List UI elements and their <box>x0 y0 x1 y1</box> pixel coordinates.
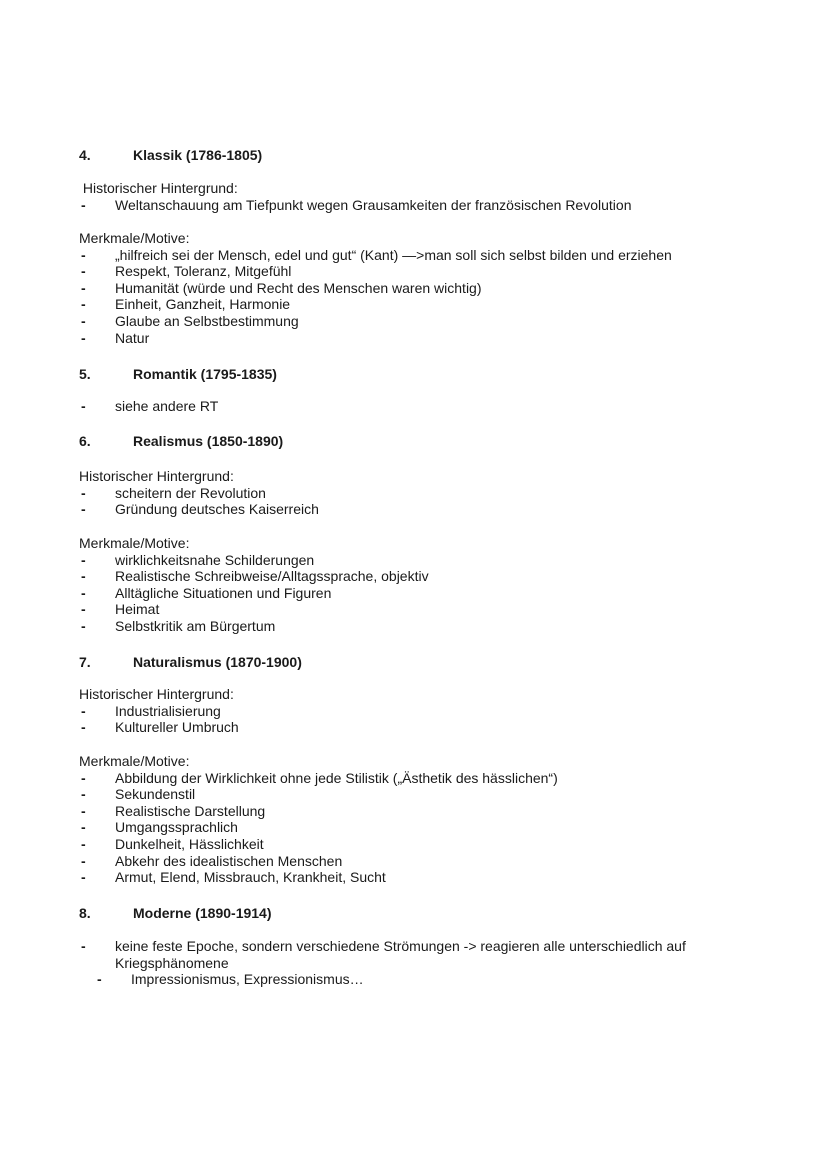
group-label: Merkmale/Motive: <box>79 230 190 246</box>
list-item <box>79 819 779 836</box>
list-item-text: Umgangssprachlich <box>115 819 238 836</box>
dash-bullet: - <box>81 501 86 518</box>
list-item-text: Gründung deutsches Kaiserreich <box>115 501 319 518</box>
list-item <box>79 330 779 347</box>
naturalismus-motives-group <box>79 753 779 886</box>
section-number: 6. <box>79 433 91 449</box>
list-item <box>79 501 779 518</box>
dash-bullet: - <box>81 852 86 869</box>
list-item <box>79 853 779 870</box>
list-item <box>79 552 779 569</box>
section-heading <box>79 904 779 922</box>
list-item-text: Humanität (würde und Recht des Menschen waren wichtig) <box>115 279 482 296</box>
section-number: 8. <box>79 905 91 921</box>
dash-bullet: - <box>81 769 86 786</box>
section-title: Moderne (1890-1914) <box>133 905 272 921</box>
naturalismus-background-group <box>79 686 779 736</box>
section-heading <box>79 653 779 671</box>
list-item-text: Kultureller Umbruch <box>115 719 239 736</box>
section-moderne <box>79 904 779 922</box>
dash-bullet: - <box>81 719 86 736</box>
dash-bullet: - <box>81 263 86 280</box>
list-item-text: Armut, Elend, Missbrauch, Krankheit, Sucht <box>115 869 386 886</box>
moderne-items <box>79 938 759 988</box>
group-label: Merkmale/Motive: <box>79 753 190 769</box>
list-item <box>79 398 779 415</box>
dash-bullet: - <box>81 568 86 585</box>
list-item <box>79 618 779 635</box>
list-item <box>79 313 779 330</box>
list-item <box>79 703 779 720</box>
realismus-background-group <box>79 468 779 518</box>
section-realismus <box>79 432 779 450</box>
group-label: Historischer Hintergrund: <box>79 686 234 702</box>
dash-bullet: - <box>81 584 86 601</box>
group-label: Historischer Hintergrund: <box>79 180 238 196</box>
list-item-text: Weltanschauung am Tiefpunkt wegen Grausamkeiten der französischen Revolution <box>115 196 632 213</box>
list-item <box>79 869 779 886</box>
section-klassik <box>79 146 779 164</box>
dash-bullet: - <box>81 786 86 803</box>
list-item-text: Dunkelheit, Hässlichkeit <box>115 835 264 852</box>
list-item-text: Abbildung der Wirklichkeit ohne jede Stilistik („Ästhetik des hässlichen“) <box>115 769 558 786</box>
list-item <box>79 786 779 803</box>
dash-bullet: - <box>81 819 86 836</box>
list-item-text: Heimat <box>115 601 160 618</box>
dash-bullet: - <box>81 617 86 634</box>
list-item-text: scheitern der Revolution <box>115 484 266 501</box>
dash-bullet: - <box>81 398 86 414</box>
list-item <box>79 197 779 214</box>
section-naturalismus <box>79 653 779 671</box>
list-item-text: Einheit, Ganzheit, Harmonie <box>115 296 291 313</box>
dash-bullet: - <box>81 702 86 719</box>
section-heading <box>79 365 779 383</box>
section-number: 5. <box>79 366 91 382</box>
section-title: Realismus (1850-1890) <box>133 433 284 449</box>
dash-bullet: - <box>81 484 86 501</box>
section-number: 7. <box>79 654 91 670</box>
klassik-background-group <box>79 180 779 213</box>
list-item-text: Respekt, Toleranz, Mitgefühl <box>115 263 292 280</box>
dash-bullet: - <box>81 279 86 296</box>
list-item-text: „hilfreich sei der Mensch, edel und gut“ (Kant) —>man soll sich selbst bilden und erziehen <box>115 246 672 263</box>
dash-bullet: - <box>81 329 86 346</box>
list-item-text: Alltägliche Situationen und Figuren <box>115 584 332 601</box>
list-item <box>79 585 779 602</box>
dash-bullet: - <box>81 869 86 886</box>
section-romantik <box>79 365 779 383</box>
list-item <box>79 568 779 585</box>
group-label: Merkmale/Motive: <box>79 535 190 551</box>
list-item-text: Abkehr des idealistischen Menschen <box>115 852 343 869</box>
list-item-text: Natur <box>115 329 150 346</box>
list-item-text: wirklichkeitsnahe Schilderungen <box>115 551 315 568</box>
list-item-text: Realistische Darstellung <box>115 802 266 819</box>
list-item <box>79 836 779 853</box>
list-item <box>79 296 779 313</box>
list-item <box>79 485 779 502</box>
dash-bullet: - <box>81 312 86 329</box>
list-item-text: Impressionismus, Expressionismus… <box>131 971 364 988</box>
list-item-text: Glaube an Selbstbestimmung <box>115 312 299 329</box>
list-item <box>79 719 779 736</box>
list-item <box>79 938 759 971</box>
list-item <box>79 601 779 618</box>
list-item <box>79 280 779 297</box>
list-item-text: Selbstkritik am Bürgertum <box>115 617 276 634</box>
sub-list-item <box>79 971 759 988</box>
list-item <box>79 263 779 280</box>
list-item <box>79 247 779 264</box>
dash-bullet: - <box>81 196 86 213</box>
dash-bullet: - <box>97 971 102 988</box>
dash-bullet: - <box>81 601 86 618</box>
dash-bullet: - <box>81 835 86 852</box>
section-heading <box>79 432 779 450</box>
list-item-text: Realistische Schreibweise/Alltagssprache, objektiv <box>115 568 429 585</box>
dash-bullet: - <box>81 246 86 263</box>
dash-bullet: - <box>81 802 86 819</box>
list-item-text: Industrialisierung <box>115 702 221 719</box>
dash-bullet: - <box>81 551 86 568</box>
section-heading <box>79 146 779 164</box>
dash-bullet: - <box>81 296 86 313</box>
romantik-items <box>79 398 779 415</box>
list-item <box>79 770 779 787</box>
list-item-text: keine feste Epoche, sondern verschiedene Strömungen -> reagieren alle unterschiedlich auf Kriegsphänomene <box>115 938 686 971</box>
list-item-text: siehe andere RT <box>115 398 219 414</box>
realismus-motives-group <box>79 535 779 635</box>
group-label: Historischer Hintergrund: <box>79 468 234 484</box>
section-title: Romantik (1795-1835) <box>133 366 277 382</box>
list-item <box>79 803 779 820</box>
list-item-text: Sekundenstil <box>115 786 196 803</box>
section-number: 4. <box>79 147 91 163</box>
section-title: Klassik (1786-1805) <box>133 147 263 163</box>
dash-bullet: - <box>81 938 86 954</box>
section-title: Naturalismus (1870-1900) <box>133 654 302 670</box>
klassik-motives-group <box>79 230 779 346</box>
